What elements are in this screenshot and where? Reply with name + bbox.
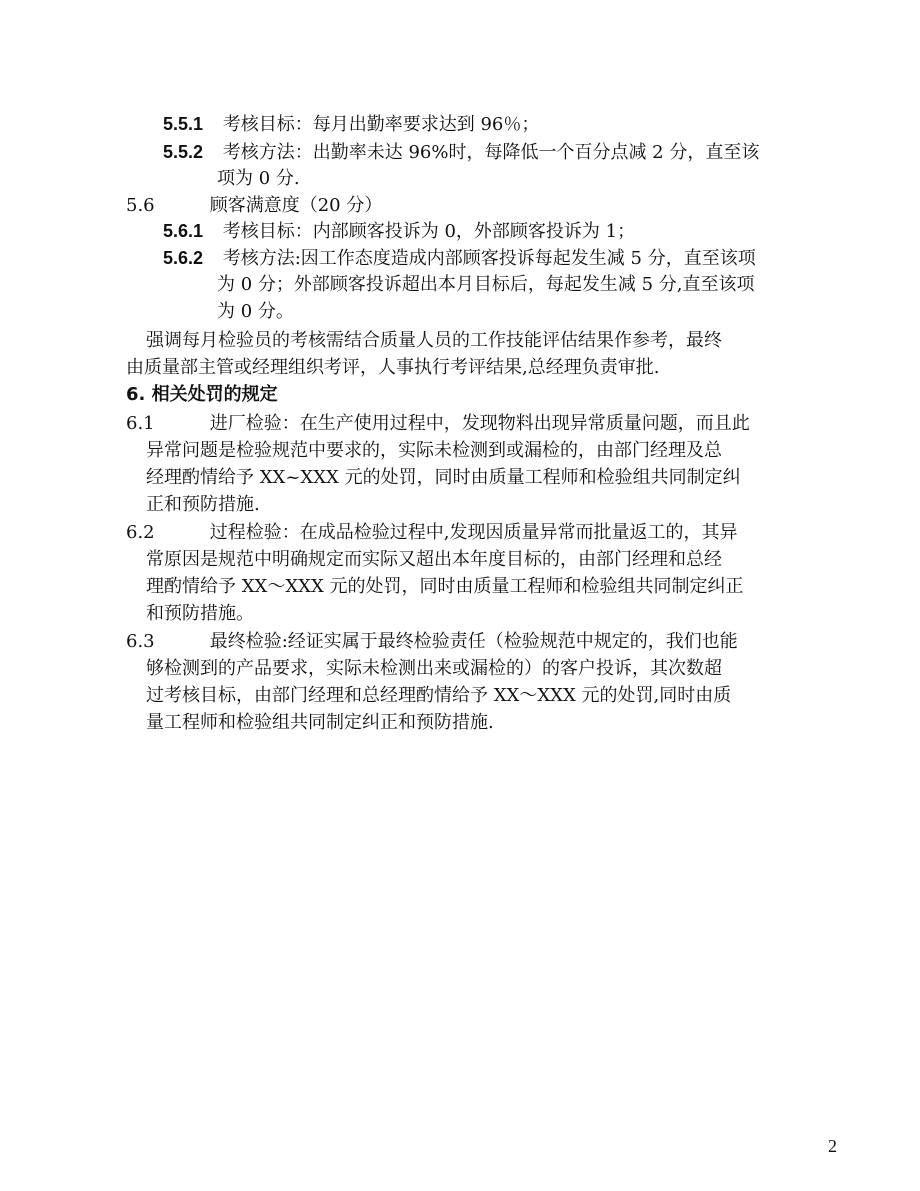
item-5-5-1 xyxy=(163,111,539,137)
item-5-5-2-cont xyxy=(217,166,300,192)
item-text: 理酌情给予 XX～XXX 元的处罚，同时由质量工程师和检验组共同制定纠正 xyxy=(146,576,744,597)
item-number: 5.5.2 xyxy=(163,142,204,162)
section-6-heading xyxy=(126,382,278,408)
item-number: 5.6.1 xyxy=(163,221,204,241)
item-6-2 xyxy=(126,520,737,546)
item-5-6-1 xyxy=(163,218,635,244)
item-text: 异常问题是检验规范中要求的，实际未检测到或漏检的，由部门经理及总 xyxy=(146,440,722,461)
item-text: 正和预防措施. xyxy=(146,494,260,515)
item-6-1-cont xyxy=(146,492,260,518)
item-text: 考核目标：每月出勤率要求达到 96％； xyxy=(222,114,540,135)
item-number: 6.1 xyxy=(126,413,155,434)
section-5-6-heading xyxy=(126,193,382,219)
item-5-5-2 xyxy=(163,139,759,165)
item-text: 进厂检验：在生产使用过程中，发现物料出现异常质量问题，而且此 xyxy=(209,413,750,434)
item-text: 考核方法:因工作态度造成内部顾客投诉每起发生减 5 分，直至该项 xyxy=(222,248,756,269)
item-text: 够检测到的产品要求，实际未检测出来或漏检的）的客户投诉，其次数超 xyxy=(146,658,722,679)
item-text: 常原因是规范中明确规定而实际又超出本年度目标的，由部门经理和总经 xyxy=(146,549,722,570)
item-5-6-2-cont xyxy=(217,299,294,325)
item-6-1-cont xyxy=(146,465,741,491)
item-text: 为 0 分；外部顾客投诉超出本月目标后，每起发生减 5 分,直至该项 xyxy=(217,274,755,295)
emphasis-paragraph-line xyxy=(126,355,659,381)
item-text: 过程检验：在成品检验过程中,发现因质量异常而批量返工的，其异 xyxy=(209,522,738,543)
item-text: 考核目标：内部顾客投诉为 0，外部顾客投诉为 1； xyxy=(222,221,636,242)
item-text: 项为 0 分. xyxy=(217,168,300,189)
item-6-3-cont xyxy=(146,656,722,682)
paragraph-text: 由质量部主管或经理组织考评，人事执行考评结果,总经理负责审批. xyxy=(126,357,660,378)
item-number: 5.5.1 xyxy=(163,114,204,134)
item-6-1 xyxy=(126,411,750,437)
item-6-3-cont xyxy=(146,683,731,709)
item-number: 6.2 xyxy=(126,522,155,543)
item-text: 经理酌情给予 XX~XXX 元的处罚，同时由质量工程师和检验组共同制定纠 xyxy=(146,467,741,488)
section-number: 5.6 xyxy=(126,195,155,216)
paragraph-text: 强调每月检验员的考核需结合质量人员的工作技能评估结果作参考，最终 xyxy=(146,330,722,351)
item-text: 量工程师和检验组共同制定纠正和预防措施. xyxy=(146,712,494,733)
item-6-2-cont xyxy=(146,601,254,627)
item-6-2-cont xyxy=(146,547,722,573)
item-number: 6.3 xyxy=(126,631,155,652)
emphasis-paragraph-line xyxy=(146,328,722,354)
item-6-2-cont xyxy=(146,574,744,600)
section-heading: 6. 相关处罚的规定 xyxy=(126,384,278,405)
item-number: 5.6.2 xyxy=(163,248,204,268)
section-title: 顾客满意度（20 分） xyxy=(209,195,383,216)
item-text: 为 0 分。 xyxy=(217,301,294,322)
item-text: 过考核目标，由部门经理和总经理酌情给予 XX～XXX 元的处罚,同时由质 xyxy=(146,685,732,706)
item-6-3 xyxy=(126,629,738,655)
item-5-6-2-cont xyxy=(217,272,755,298)
item-text: 和预防措施。 xyxy=(146,603,254,624)
item-text: 最终检验:经证实属于最终检验责任（检验规范中规定的，我们也能 xyxy=(209,631,738,652)
item-text: 考核方法：出勤率未达 96%时，每降低一个百分点减 2 分，直至该 xyxy=(222,142,760,163)
page-number: 2 xyxy=(828,1136,837,1156)
item-5-6-2 xyxy=(163,245,756,271)
item-6-1-cont xyxy=(146,438,722,464)
item-6-3-cont xyxy=(146,710,494,736)
